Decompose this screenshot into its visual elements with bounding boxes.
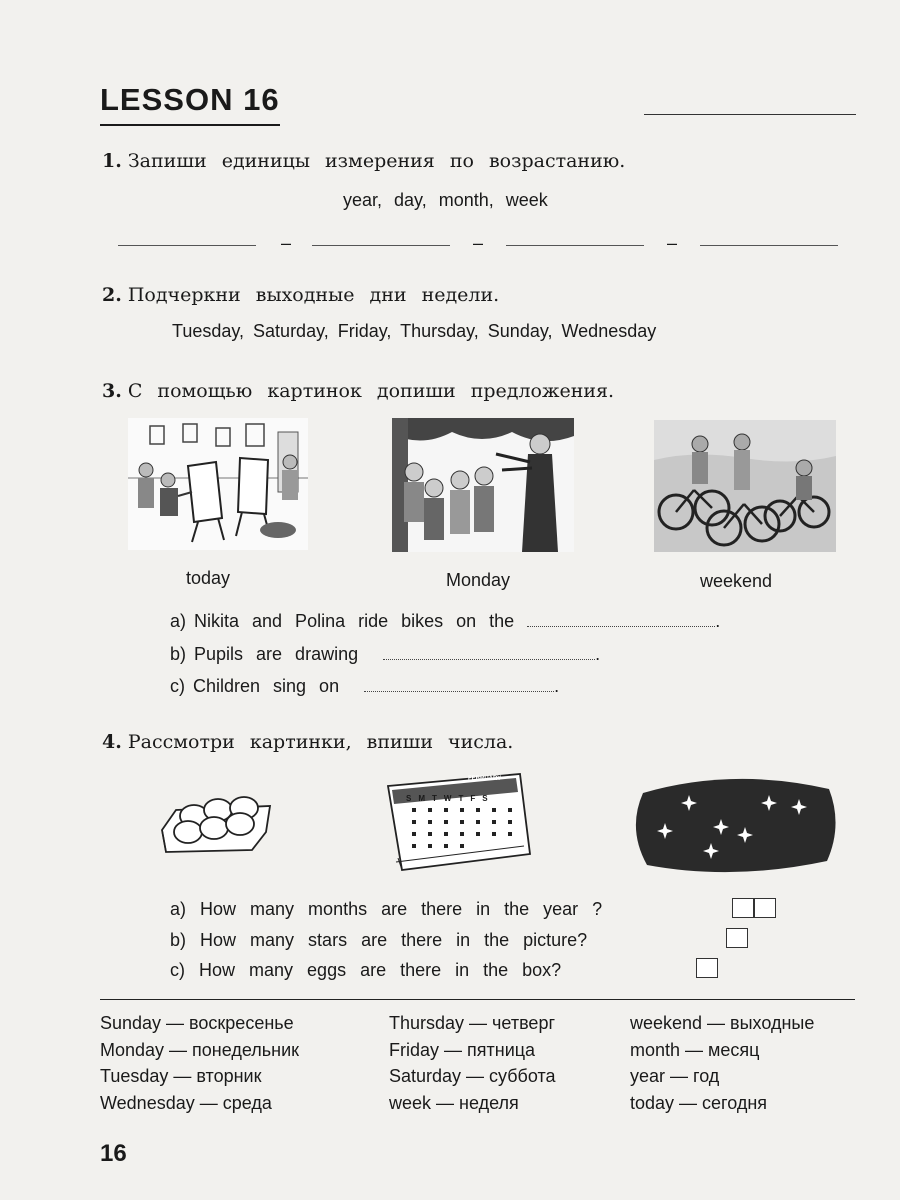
sentence-text: Children sing on xyxy=(193,676,340,696)
singing-children-picture xyxy=(392,418,574,552)
weekday: W xyxy=(443,794,459,803)
sentence-c xyxy=(170,676,559,697)
classroom-drawing-illustration xyxy=(128,418,308,550)
answer-box[interactable] xyxy=(754,898,776,918)
vocab-entry: year — год xyxy=(630,1066,720,1087)
calendar-picture xyxy=(384,772,534,872)
task-3-instruction xyxy=(102,380,614,402)
task-1-words: year, day, month, week xyxy=(343,190,548,210)
answer-blank[interactable] xyxy=(312,245,450,246)
question-c xyxy=(170,960,561,981)
answer-blank[interactable] xyxy=(364,691,554,692)
vocab-entry: month — месяц xyxy=(630,1039,760,1060)
caption-today: today xyxy=(186,568,231,588)
task-1-text: Запиши единицы измерения по возрастанию. xyxy=(127,150,626,172)
bike-ride-illustration xyxy=(654,420,836,552)
sentence-text: Nikita and Polina ride bikes on the xyxy=(194,611,515,631)
calendar-grid xyxy=(408,806,518,862)
vocab-entry: Wednesday — среда xyxy=(100,1092,272,1113)
answer-box[interactable] xyxy=(732,898,754,918)
sentence-text: Pupils are drawing xyxy=(194,644,359,664)
vocabulary-divider xyxy=(100,999,855,1000)
vocab-entry: Saturday — суббота xyxy=(389,1066,556,1087)
sentence-end: . xyxy=(595,644,601,664)
vocab-entry: Friday — пятница xyxy=(389,1039,536,1060)
starry-sky-picture xyxy=(633,773,837,877)
sentence-label: c) xyxy=(170,676,185,696)
bike-ride-picture xyxy=(654,420,836,552)
task-4-instruction xyxy=(102,731,513,753)
task-2-instruction xyxy=(102,284,499,306)
task-1-number: 1. xyxy=(102,150,122,172)
vocab-entry: Thursday — четверг xyxy=(389,1013,556,1033)
answer-blank[interactable] xyxy=(118,245,256,246)
dash: – xyxy=(667,233,678,253)
egg-box-picture xyxy=(156,780,276,860)
vocab-entry: Monday — понедельник xyxy=(100,1039,300,1060)
caption-weekend: weekend xyxy=(700,571,773,591)
task-2-text: Подчеркни выходные дни недели. xyxy=(127,284,500,306)
answer-blank[interactable] xyxy=(527,626,715,627)
question-text: How many eggs are there in the box? xyxy=(199,960,562,980)
caption-monday: Monday xyxy=(446,570,511,590)
calendar-weekdays xyxy=(406,794,495,803)
vocab-entry: today — сегодня xyxy=(630,1092,768,1113)
sentence-end: . xyxy=(715,611,721,631)
sentence-b xyxy=(170,644,600,665)
dash: – xyxy=(281,233,292,253)
vocab-entry: Tuesday — вторник xyxy=(100,1066,262,1087)
task-3-text: С помощью картинок допиши предложения. xyxy=(127,380,615,402)
weekday: M xyxy=(418,794,433,803)
page-number: 16 xyxy=(100,1140,127,1167)
vocabulary-column-2 xyxy=(389,1010,556,1116)
weekday: S xyxy=(406,794,419,803)
classroom-drawing-picture xyxy=(128,418,308,550)
weekday: T xyxy=(458,794,471,803)
vocab-entry: Sunday — воскресенье xyxy=(100,1013,294,1033)
question-b xyxy=(170,930,587,951)
question-text: How many stars are there in the picture? xyxy=(200,930,588,950)
vocabulary-column-3 xyxy=(630,1010,814,1116)
question-a xyxy=(170,899,602,920)
answer-blank[interactable] xyxy=(383,659,595,660)
task-2-number: 2. xyxy=(102,284,122,306)
weekday: T xyxy=(432,794,444,803)
sentence-a xyxy=(170,611,720,632)
task-1-answer-row xyxy=(118,235,840,251)
answer-blank[interactable] xyxy=(700,245,838,246)
question-label: b) xyxy=(170,930,187,950)
task-4-number: 4. xyxy=(102,731,122,753)
vocabulary-column-1 xyxy=(100,1010,299,1116)
vocab-entry: week — неделя xyxy=(389,1092,519,1113)
bleed-through-line xyxy=(644,114,856,115)
question-label: c) xyxy=(170,960,185,980)
task-2-days: Tuesday, Saturday, Friday, Thursday, Sunday, Wednesday xyxy=(172,321,657,341)
task-3-number: 3. xyxy=(102,380,122,402)
dash: – xyxy=(473,233,484,253)
vocab-entry: weekend — выходные xyxy=(630,1013,815,1033)
answer-box[interactable] xyxy=(696,958,718,978)
answer-blank[interactable] xyxy=(506,245,644,246)
task-1-instruction xyxy=(102,150,625,172)
calendar-month: FEBRUARY xyxy=(468,776,502,782)
task-4-text: Рассмотри картинки, впиши числа. xyxy=(127,731,514,753)
lesson-title: LESSON 16 xyxy=(100,82,280,126)
sentence-label: a) xyxy=(170,611,187,631)
question-text: How many months are there in the year ? xyxy=(200,899,603,919)
sentence-label: b) xyxy=(170,644,187,664)
singing-children-illustration xyxy=(392,418,574,552)
answer-box[interactable] xyxy=(726,928,748,948)
weekday: S xyxy=(482,794,495,803)
sentence-end: . xyxy=(554,676,560,696)
weekday: F xyxy=(470,794,483,803)
question-label: a) xyxy=(170,899,187,919)
